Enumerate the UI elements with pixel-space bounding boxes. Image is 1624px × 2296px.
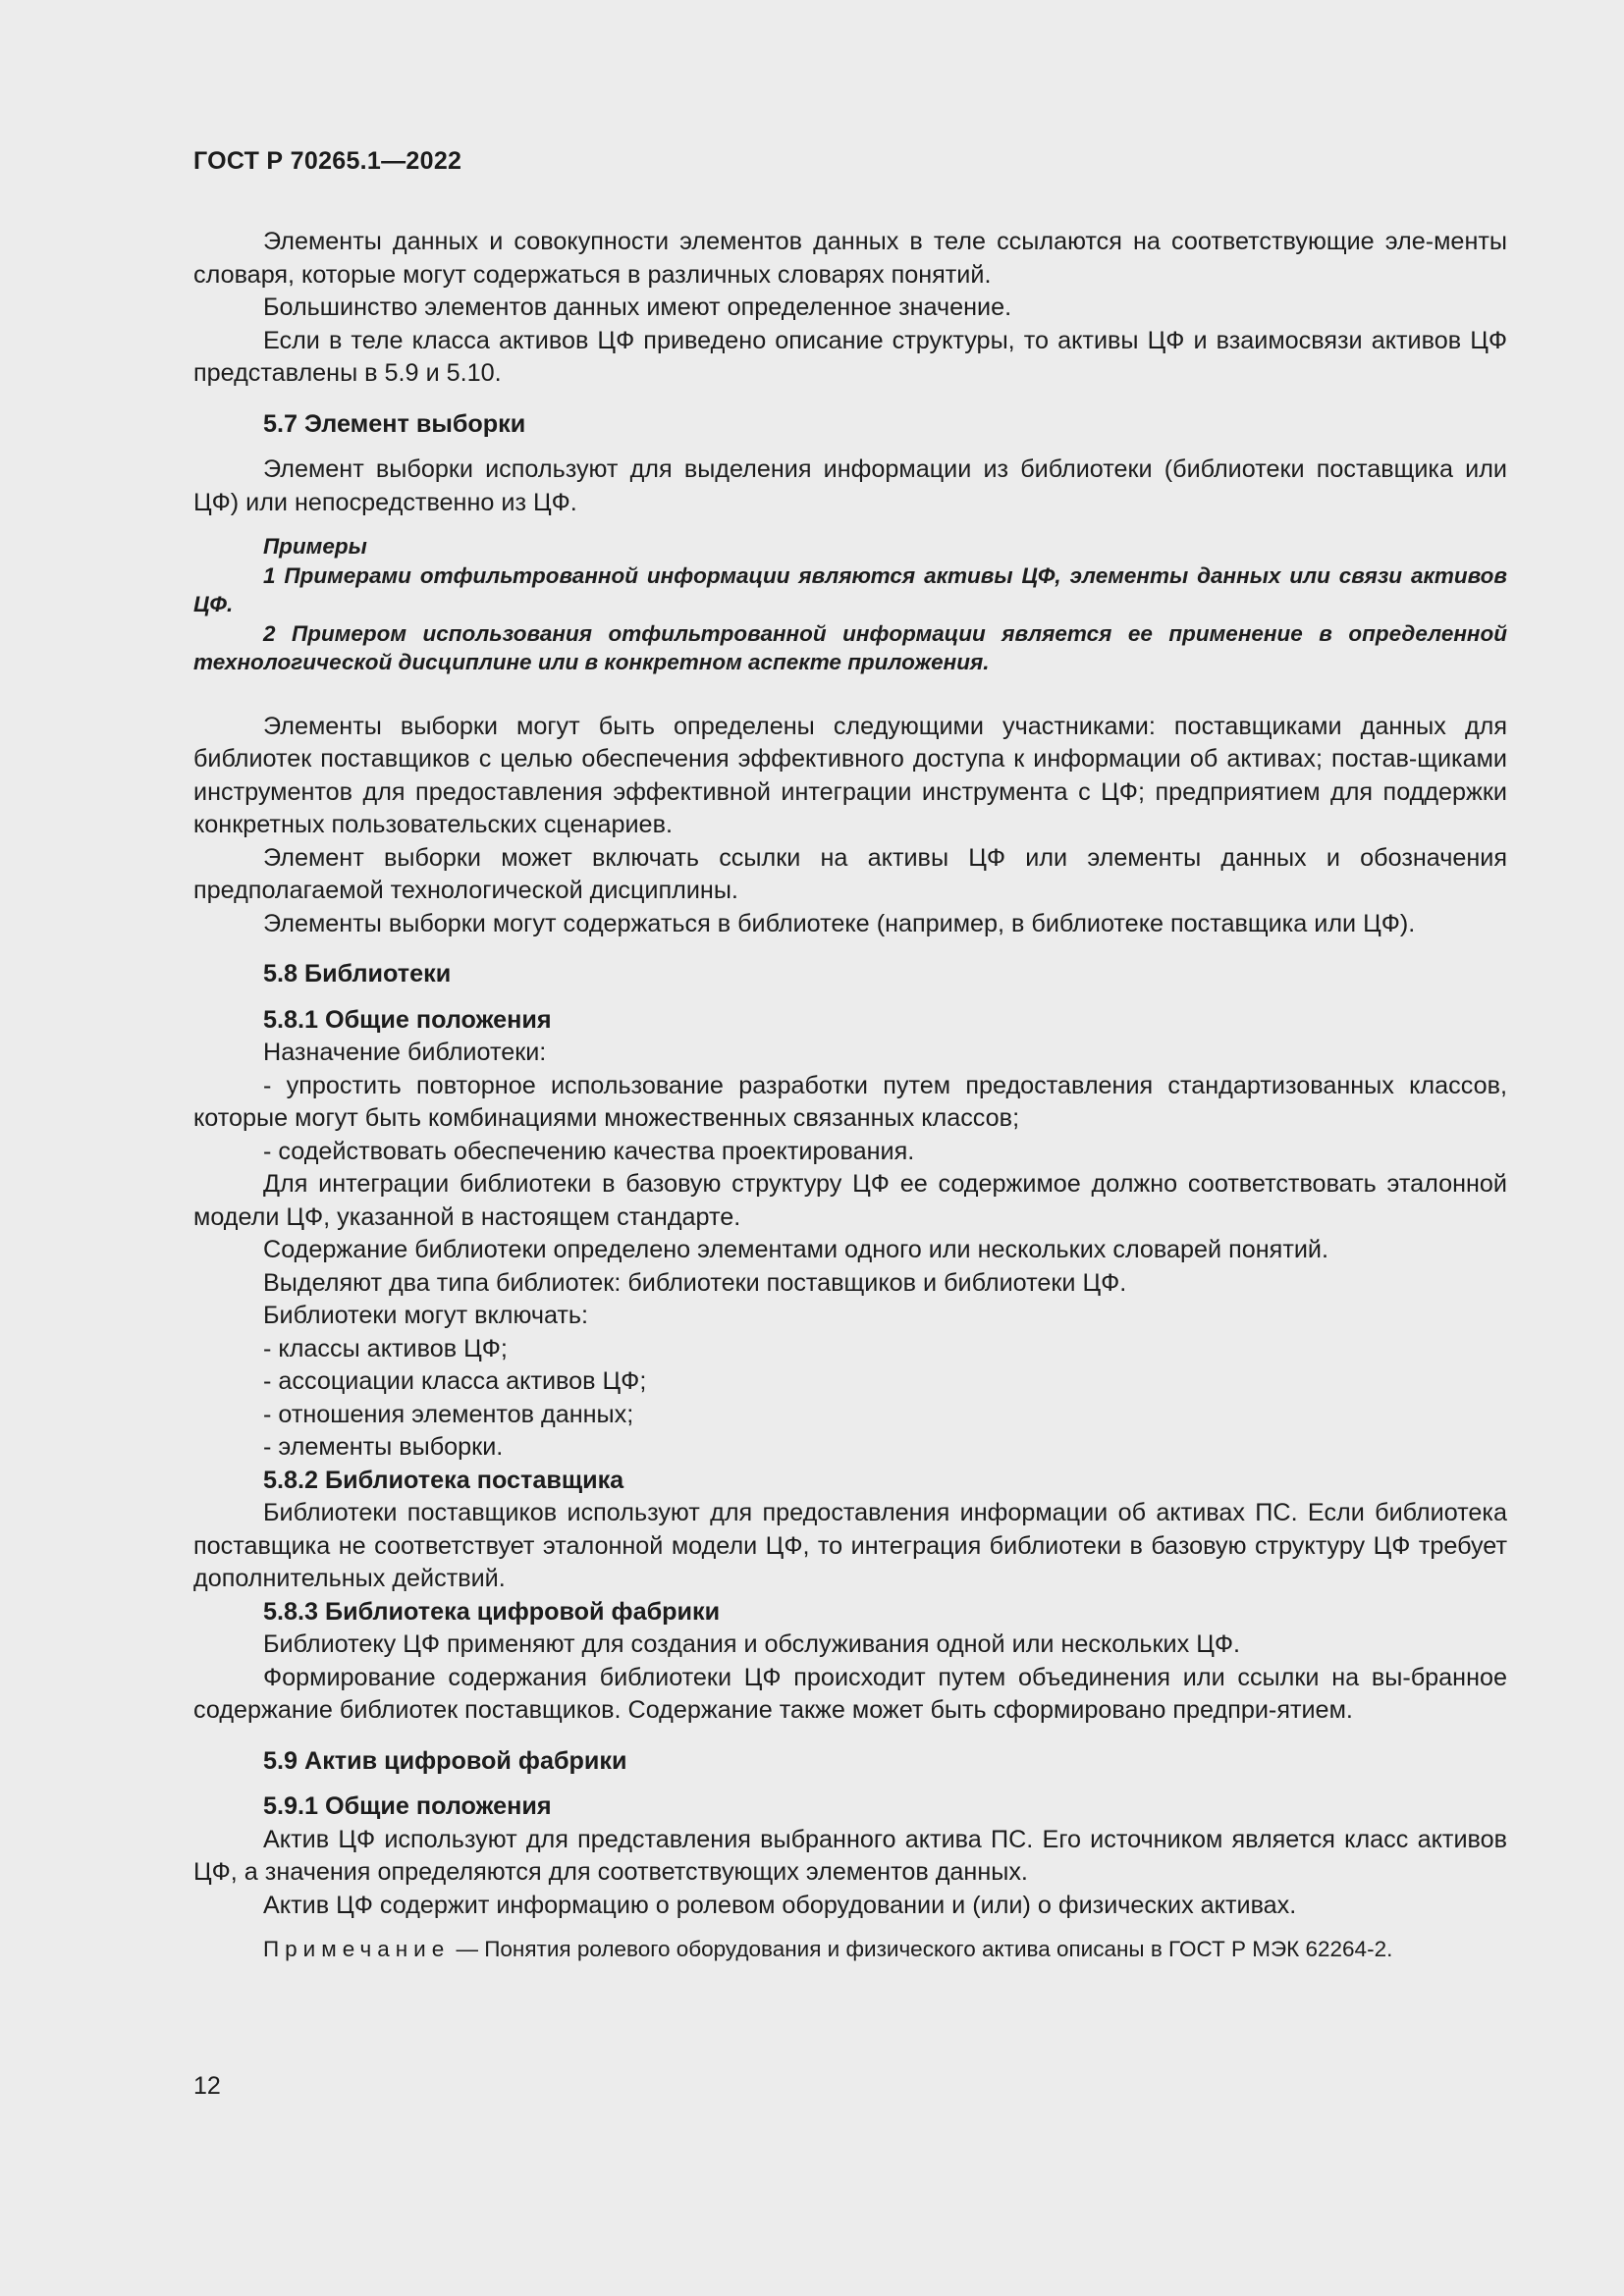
note [193, 1935, 1507, 1964]
section-heading-5-8: 5.8 Библиотеки [263, 960, 452, 988]
list-item: - содействовать обеспечению качества проектирования. [263, 1137, 915, 1165]
paragraph: Актив ЦФ используют для представления выбранного актива ПС. Его источником является класс активов ЦФ, а значения определяются для соответствующих элементов данных. [193, 1825, 1507, 1886]
list-item: - ассоциации класса активов ЦФ; [263, 1367, 647, 1395]
list-item: - классы активов ЦФ; [263, 1334, 508, 1362]
paragraph: Библиотеку ЦФ применяют для создания и обслуживания одной или нескольких ЦФ. [263, 1630, 1241, 1658]
paragraph: Элементы выборки могут содержаться в библиотеке (например, в библиотеке поставщика или ЦФ). [263, 909, 1416, 937]
list-item: - отношения элементов данных; [263, 1400, 634, 1428]
paragraph: Актив ЦФ содержит информацию о ролевом оборудовании и (или) о физических активах. [263, 1891, 1297, 1919]
note-label: Примечание [263, 1937, 451, 1961]
list-item: - элементы выборки. [263, 1433, 504, 1461]
paragraph: Назначение библиотеки: [263, 1039, 547, 1066]
section-heading-5-8-2: 5.8.2 Библиотека поставщика [263, 1466, 624, 1494]
examples-block [193, 532, 1507, 677]
paragraph: Элемент выборки используют для выделения информации из библиотеки (библиотеки поставщика или ЦФ) или непосредственно из ЦФ. [193, 455, 1507, 516]
section-heading-5-8-1: 5.8.1 Общие положения [263, 1005, 552, 1034]
paragraph: Для интеграции библиотеки в базовую структуру ЦФ ее содержимое должно соответствовать эталонной модели ЦФ, указанной в настоящем стандарте. [193, 1170, 1507, 1231]
section-heading-5-8-3: 5.8.3 Библиотека цифровой фабрики [263, 1597, 721, 1626]
paragraph: Выделяют два типа библиотек: библиотеки поставщиков и библиотеки ЦФ. [263, 1268, 1127, 1297]
paragraph: Элементы выборки могут быть определены следующими участниками: поставщиками данных для библиотек поставщиков с целью обеспечения эффективного доступа к информации об активах; постав-щиками инструментов для предоставления эффективной интеграции инструмента с ЦФ; предприятием для поддержки конкретных пользовательских сценариев. [193, 712, 1507, 838]
example-item: 2 Примером использования отфильтрованной информации является ее применение в определенной технологической дисциплине или в конкретном аспекте приложения. [193, 620, 1507, 674]
document-header: ГОСТ Р 70265.1—2022 [193, 147, 462, 175]
section-heading-5-9-1: 5.9.1 Общие положения [263, 1792, 552, 1820]
section-heading-5-9: 5.9 Актив цифровой фабрики [263, 1746, 627, 1775]
paragraph: Если в теле класса активов ЦФ приведено описание структуры, то активы ЦФ и взаимосвязи активов ЦФ представлены в 5.9 и 5.10. [193, 326, 1507, 387]
paragraph: Элементы данных и совокупности элементов данных в теле ссылаются на соответствующие эле-менты словаря, которые могут содержаться в различных словарях понятий. [193, 228, 1507, 289]
section-heading-5-7: 5.7 Элемент выборки [263, 409, 526, 438]
paragraph: Большинство элементов данных имеют определенное значение. [263, 294, 1012, 321]
paragraph: Содержание библиотеки определено элементами одного или нескольких словарей понятий. [263, 1236, 1328, 1263]
examples-title: Примеры [263, 534, 367, 559]
paragraph: Библиотеки поставщиков используют для предоставления информации об активах ПС. Если библиотека поставщика не соответствует эталонной модели ЦФ, то интеграция библиотеки в базовую структуру ЦФ требует дополнительных действий. [193, 1499, 1507, 1592]
page-number: 12 [193, 2072, 221, 2100]
list-item: - упростить повторное использование разработки путем предоставления стандартизованных классов, которые могут быть комбинациями множественных связанных классов; [193, 1071, 1507, 1132]
document-body [193, 226, 1507, 1964]
paragraph: Элемент выборки может включать ссылки на активы ЦФ или элементы данных и обозначения предполагаемой технологической дисциплины. [193, 843, 1507, 904]
example-item: 1 Примерами отфильтрованной информации являются активы ЦФ, элементы данных или связи активов ЦФ. [193, 562, 1507, 616]
note-text: — Понятия ролевого оборудования и физического актива описаны в ГОСТ Р МЭК 62264-2. [450, 1937, 1393, 1961]
paragraph: Формирование содержания библиотеки ЦФ происходит путем объединения или ссылки на вы-бранное содержание библиотек поставщиков. Содержание также может быть сформировано предпри-ятием. [193, 1663, 1507, 1724]
paragraph: Библиотеки могут включать: [263, 1302, 589, 1329]
